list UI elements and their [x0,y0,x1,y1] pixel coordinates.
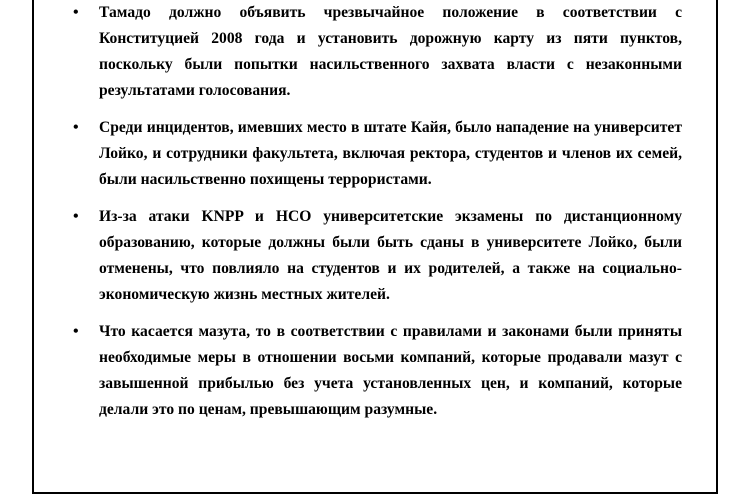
bullet-item-loikaw-university-attack [70,115,682,193]
bullet-text: Что касается мазута, то в соответствии с правилами и законами были приняты необходимые меры в отношении восьми компаний, которые продавали мазут с завышенной прибылью без учета установленных цен, и компаний, которые делали это по ценам, превышающим разумные. [99,323,682,418]
bullet-icon: • [73,208,79,225]
bullet-text: Из-за атаки KNPP и НСО университетские экзамены по дистанционному образованию, которые должны были быть сданы в университете Лойко, были отменены, что повлияло на студентов и их родителей, а также на социально-экономическую жизнь местных жителей. [99,208,682,303]
bullet-item-fuel-oil-measures [70,319,682,423]
bullet-item-state-of-emergency [70,0,682,104]
bullet-icon: • [73,323,79,340]
bullet-icon: • [73,4,79,21]
bullet-list [70,0,682,434]
bullet-item-exams-cancelled [70,204,682,308]
bullet-text: Тамадо должно объявить чрезвычайное положение в соответствии с Конституцией 2008 года и установить дорожную карту из пяти пунктов, поскольку были попытки насильственного захвата власти с незаконными результатами голосования. [99,4,682,99]
bullet-icon: • [73,119,79,136]
bullet-text: Среди инцидентов, имевших место в штате Кайя, было нападение на университет Лойко, и сотрудники факультета, включая ректора, студентов и членов их семей, были насильственно похищены террористами. [99,119,682,188]
